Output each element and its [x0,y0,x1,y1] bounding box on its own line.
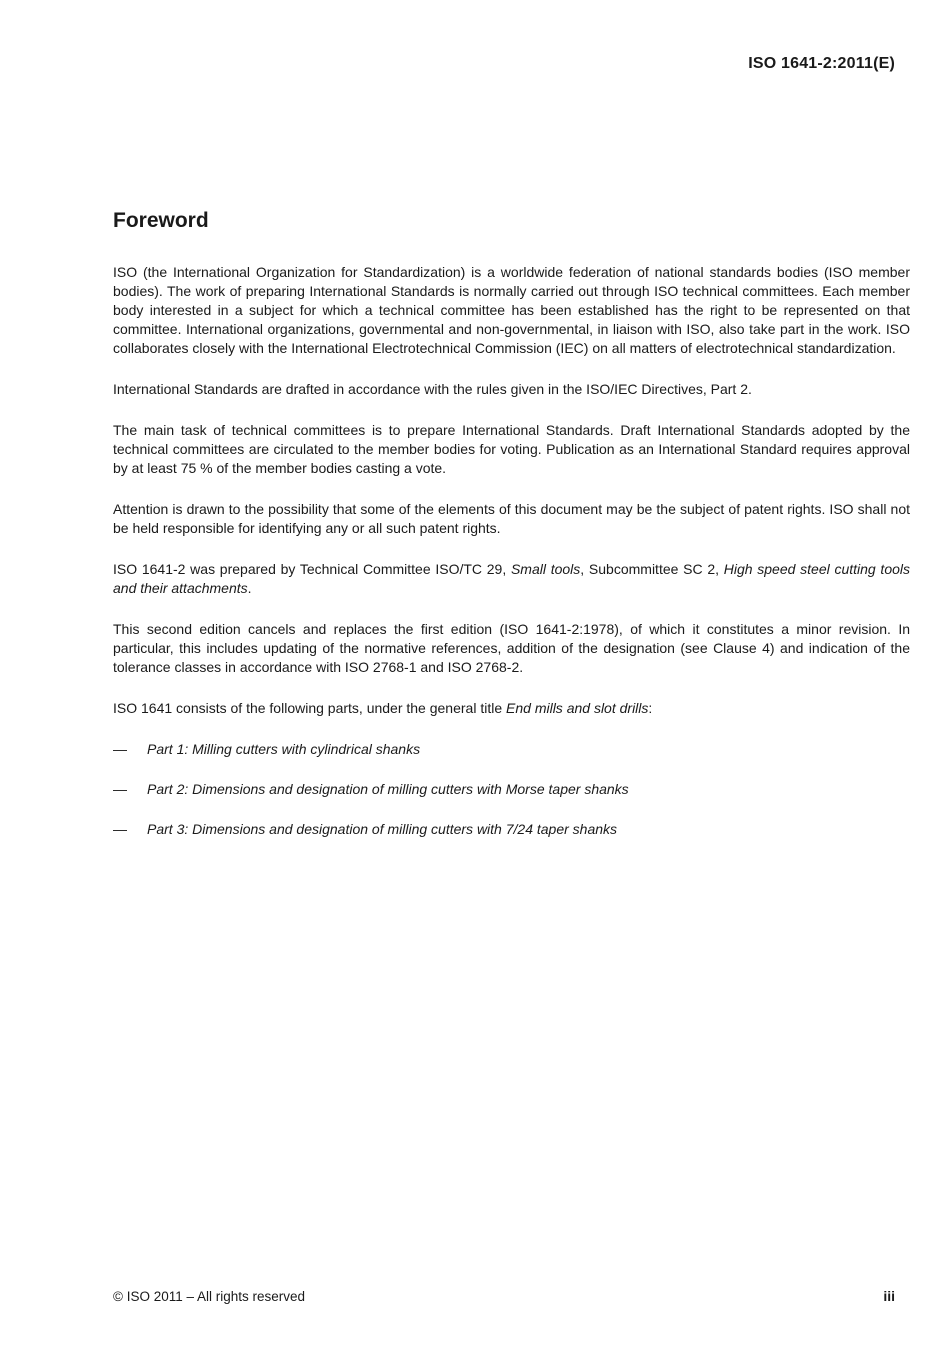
foreword-paragraphs [113,263,910,718]
copyright-notice: © ISO 2011 – All rights reserved [113,1289,306,1304]
italic-text-run: End mills and slot drills [506,700,649,716]
text-run: Attention is drawn to the possibility that some of the elements of this document may be the subject of patent rights. ISO shall not be held responsible for identifying any or all such patent rights. [113,501,910,536]
foreword-section [113,0,910,860]
list-item-text [147,780,629,799]
text-run: , Subcommittee SC 2, [580,561,724,577]
foreword-paragraph-6 [113,620,910,677]
parts-list-item-3 [113,820,910,839]
text-run: International Standards are drafted in accordance with the rules given in the ISO/IEC Directives, Part 2. [113,381,752,397]
parts-list-item-2 [113,780,910,799]
text-run: ISO 1641 consists of the following parts, under the general title [113,700,507,716]
text-run: ISO 1641-2 was prepared by Technical Committee ISO/TC 29, [113,561,511,577]
foreword-paragraph-3 [113,421,910,478]
text-run: . [247,580,252,596]
italic-text-run: Part 1: Milling cutters with cylindrical shanks [147,741,421,757]
text-run: : [648,700,653,716]
text-run: The main task of technical committees is to prepare International Standards. Draft International Standards adopted by the technical committees are circulated to the member bodies for voting. Publication as an International Standard requires approval by at least 75 % of the member bodies casting a vote. [113,422,910,476]
list-item-text [147,820,617,839]
text-run: This second edition cancels and replaces the first edition (ISO 1641-2:1978), of which it constitutes a minor revision. In particular, this includes updating of the normative references, addition of the designation (see Clause 4) and indication of the tolerance classes in accordance with ISO 2768-1 and ISO 2768-2. [113,621,910,675]
foreword-paragraph-1 [113,263,910,358]
italic-text-run: Part 3: Dimensions and designation of milling cutters with 7/24 taper shanks [147,821,618,837]
list-item-text [147,740,420,759]
page-number: iii [883,1288,895,1304]
italic-text-run: Part 2: Dimensions and designation of milling cutters with Morse taper shanks [147,781,629,797]
italic-text-run: High speed steel cutting tools and their attachments [113,561,911,596]
parts-list-item-1 [113,740,910,759]
list-item-dash: — [113,781,127,797]
foreword-title: Foreword [113,209,209,232]
foreword-paragraph-2 [113,380,910,399]
list-item-dash: — [113,821,127,837]
italic-text-run: Small tools [510,561,581,577]
parts-list [113,740,910,839]
foreword-paragraph-7 [113,699,910,718]
list-item-dash: — [113,741,127,757]
foreword-paragraph-5 [113,560,910,598]
foreword-paragraph-4 [113,500,910,538]
header-doc-reference: ISO 1641-2:2011(E) [748,55,895,72]
text-run: ISO (the International Organization for Standardization) is a worldwide federation of national standards bodies (ISO member bodies). The work of preparing International Standards is normally carried out through ISO technical committees. Each member body interested in a subject for which a technical committee has been established has the right to be represented on that committee. International organizations, governmental and non-governmental, in liaison with ISO, also take part in the work. ISO collaborates closely with the International Electrotechnical Commission (IEC) on all matters of electrotechnical standardization. [113,264,910,356]
page-footer [113,1288,895,1305]
